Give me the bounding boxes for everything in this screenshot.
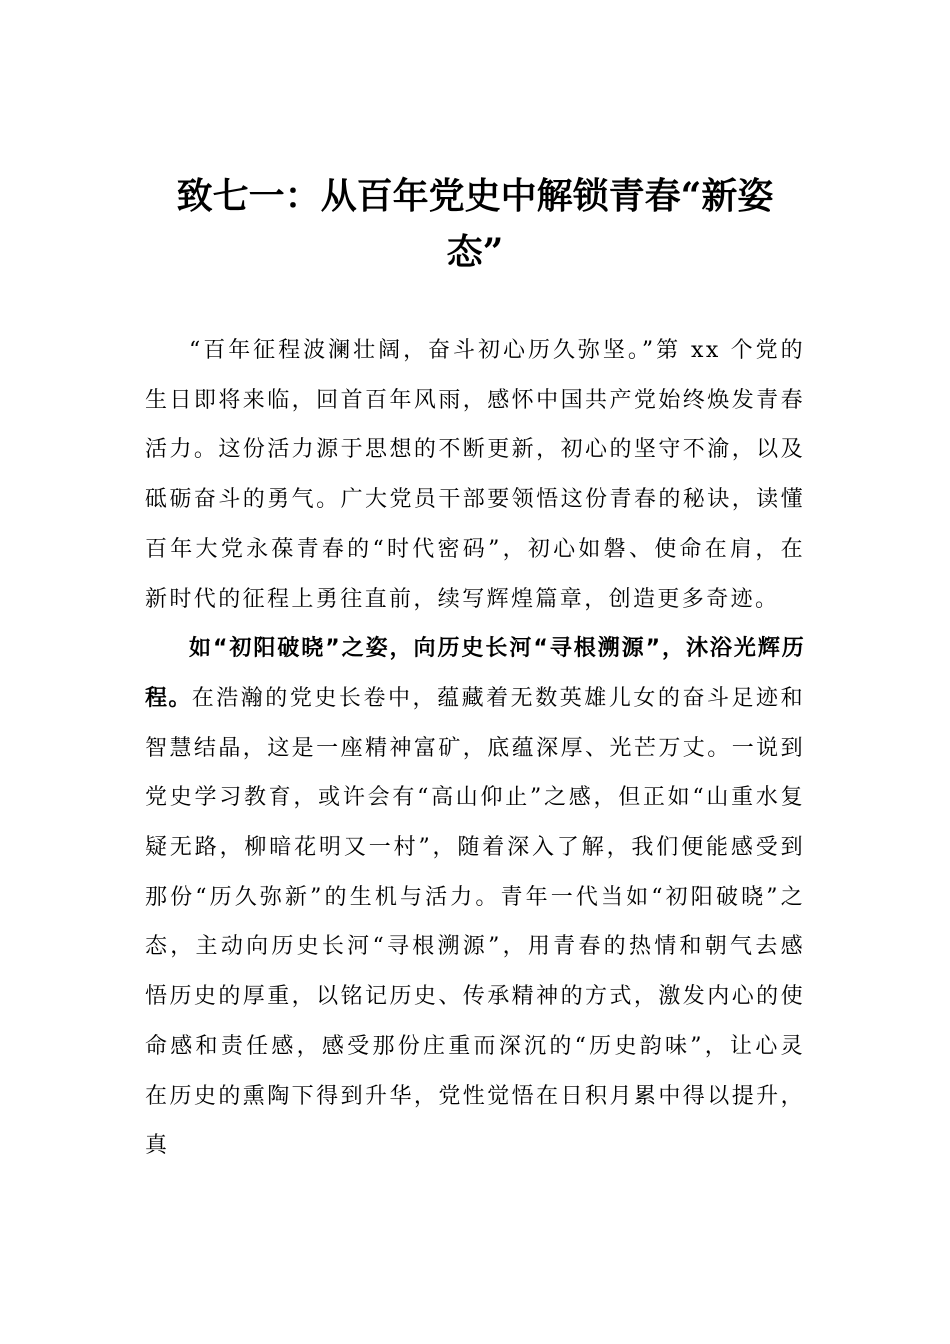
paragraph-intro	[145, 326, 805, 624]
paragraph-text: 在浩瀚的党史长卷中，蕴藏着无数英雄儿女的奋斗足迹和智慧结晶，这是一座精神富矿，底蕴深厚、光芒万丈。一说到党史学习教育，或许会有“高山仰止”之感，但正如“山重水复疑无路，柳暗花明又一村”，随着深入了解，我们便能感受到那份“历久弥新”的生机与活力。青年一代当如“初阳破晓”之态，主动向历史长河“寻根溯源”，用青春的热情和朝气去感悟历史的厚重，以铭记历史、传承精神的方式，激发内心的使命感和责任感，感受那份庄重而深沉的“历史韵味”，让心灵在历史的熏陶下得到升华，党性觉悟在日积月累中得以提升，真	[145, 685, 805, 1159]
paragraph-lead: 如“初阳破晓”之姿，向历史长河“寻根溯源”，沐浴光辉历程。	[145, 636, 805, 711]
document-title: 致七一：从百年党史中解锁青春“新姿态”	[176, 175, 774, 273]
paragraph-section-1	[145, 624, 805, 1171]
paragraph-text: “百年征程波澜壮阔，奋斗初心历久弥坚。”第 xx 个党的生日即将来临，回首百年风雨，感怀中国共产党始终焕发青春活力。这份活力源于思想的不断更新，初心的坚守不渝，以及砥砺奋斗的勇气。广大党员干部要领悟这份青春的秘诀，读懂百年大党永葆青春的“时代密码”，初心如磐、使命在肩，在新时代的征程上勇往直前，续写辉煌篇章，创造更多奇迹。	[145, 338, 805, 612]
document-body	[145, 326, 805, 1171]
